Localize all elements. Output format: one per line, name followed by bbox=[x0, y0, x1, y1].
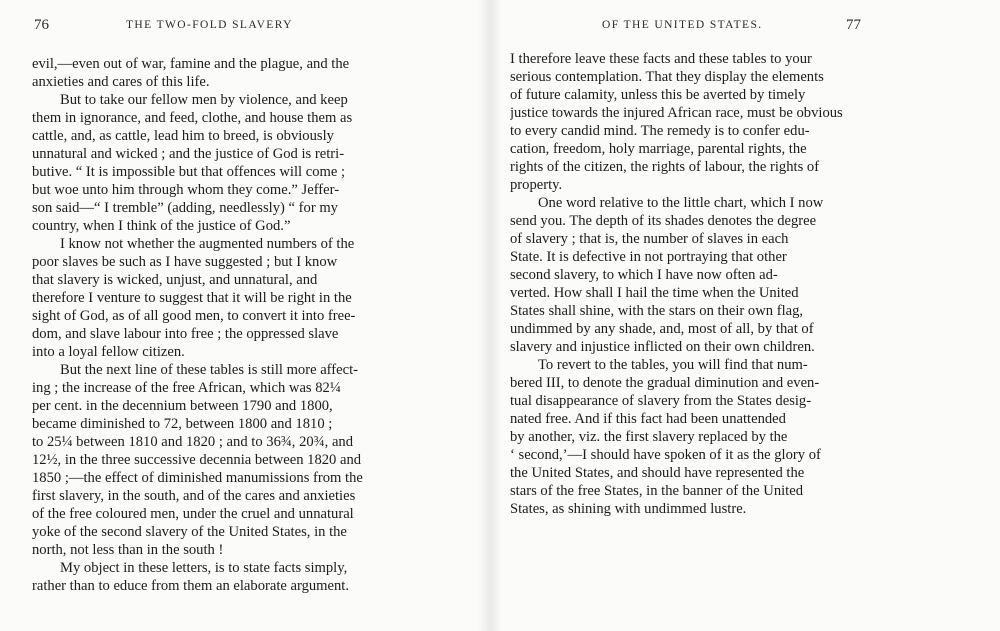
page-number: 77 bbox=[846, 17, 861, 33]
page-body-text bbox=[510, 50, 872, 518]
text-line: nated free. And if this fact had been unattended bbox=[510, 411, 786, 427]
text-line: to every candid mind. The remedy is to confer edu- bbox=[510, 123, 810, 139]
text-line: My object in these letters, is to state facts simply, bbox=[60, 560, 348, 576]
text-line: evil,—even out of war, famine and the plague, and the bbox=[32, 56, 350, 72]
text-line: poor slaves be such as I have suggested ; but I know bbox=[32, 254, 338, 270]
text-line: States shall shine, with the stars on their own flag, bbox=[510, 303, 804, 319]
text-line: States, as shining with undimmed lustre. bbox=[510, 501, 747, 517]
text-line: send you. The depth of its shades denotes the degree bbox=[510, 213, 817, 229]
text-line: justice towards the injured African race, must be obvious bbox=[510, 105, 843, 121]
text-line: property. bbox=[510, 177, 563, 193]
text-line: To revert to the tables, you will find that num- bbox=[538, 357, 808, 373]
text-line: anxieties and cares of this life. bbox=[32, 74, 210, 90]
text-line: yoke of the second slavery of the United States, in the bbox=[32, 524, 347, 540]
text-line: bered III, to denote the gradual diminution and even- bbox=[510, 375, 820, 391]
text-line: tual disappearance of slavery from the States desig- bbox=[510, 393, 812, 409]
text-line: the United States, and should have represented the bbox=[510, 465, 805, 481]
text-line: unnatural and wicked ; and the justice of God is retri- bbox=[32, 146, 345, 162]
text-line: 1850 ;—the effect of diminished manumissions from the bbox=[32, 470, 363, 486]
text-line: I know not whether the augmented numbers of the bbox=[60, 236, 355, 252]
text-line: rather than to educe from them an elaborate argument. bbox=[32, 578, 350, 594]
text-line: to 25¼ between 1810 and 1820 ; and to 36¾, 20¾, and bbox=[32, 434, 354, 450]
text-line: But to take our fellow men by violence, and keep bbox=[60, 92, 348, 108]
text-line: per cent. in the decennium between 1790 and 1800, bbox=[32, 398, 333, 414]
text-line: ing ; the increase of the free African, which was 82¼ bbox=[32, 380, 341, 396]
text-line: therefore I venture to suggest that it will be right in the bbox=[32, 290, 352, 306]
text-line: them in ignorance, and feed, clothe, and house them as bbox=[32, 110, 353, 126]
right-page bbox=[490, 0, 1000, 631]
running-header: OF THE UNITED STATES. bbox=[602, 19, 763, 31]
text-line: of future calamity, unless this be averted by timely bbox=[510, 87, 806, 103]
text-line: 12½, in the three successive decennia between 1820 and bbox=[32, 452, 362, 468]
text-line: cation, freedom, holy marriage, parental rights, the bbox=[510, 141, 807, 157]
page-body-text bbox=[32, 55, 400, 595]
text-line: State. It is defective in not portraying that other bbox=[510, 249, 787, 265]
text-line: country, when I think of the justice of God.” bbox=[32, 218, 291, 234]
text-line: I therefore leave these facts and these tables to your bbox=[510, 51, 812, 67]
text-line: rights of the citizen, the rights of labour, the rights of bbox=[510, 159, 820, 175]
text-line: undimmed by any shade, and, most of all, by that of bbox=[510, 321, 814, 337]
left-page bbox=[0, 0, 490, 631]
text-line: of the free coloured men, under the cruel and unnatural bbox=[32, 506, 354, 522]
text-line: But the next line of these tables is still more affect- bbox=[60, 362, 359, 378]
text-line: by another, viz. the first slavery replaced by the bbox=[510, 429, 788, 445]
text-line: north, not less than in the south ! bbox=[32, 542, 224, 558]
text-line: ‘ second,’—I should have spoken of it as the glory of bbox=[510, 447, 821, 463]
text-line: became diminished to 72, between 1800 and 1810 ; bbox=[32, 416, 333, 432]
text-line: slavery and injustice inflicted on their own children. bbox=[510, 339, 815, 355]
text-line: dom, and slave labour into free ; the oppressed slave bbox=[32, 326, 339, 342]
running-header: THE TWO-FOLD SLAVERY bbox=[126, 19, 293, 31]
text-line: butive. “ It is impossible but that offences will come ; bbox=[32, 164, 346, 180]
text-line: first slavery, in the south, and of the cares and anxieties bbox=[32, 488, 356, 504]
text-line: second slavery, to which I have now often ad- bbox=[510, 267, 778, 283]
text-line: that slavery is wicked, unjust, and unnatural, and bbox=[32, 272, 318, 288]
text-line: cattle, and, as cattle, lead him to breed, is obviously bbox=[32, 128, 334, 144]
page-number: 76 bbox=[34, 17, 49, 33]
text-line: son said—“ I tremble” (adding, needlessly) “ for my bbox=[32, 200, 338, 216]
text-line: sight of God, as of all good men, to convert it into free- bbox=[32, 308, 356, 324]
text-line: into a loyal fellow citizen. bbox=[32, 344, 185, 360]
text-line: of slavery ; that is, the number of slaves in each bbox=[510, 231, 789, 247]
text-line: verted. How shall I hail the time when the United bbox=[510, 285, 799, 301]
text-line: stars of the free States, in the banner of the United bbox=[510, 483, 803, 499]
text-line: One word relative to the little chart, which I now bbox=[538, 195, 824, 211]
text-line: but woe unto him through whom they come.” Jeffer- bbox=[32, 182, 340, 198]
text-line: serious contemplation. That they display the elements bbox=[510, 69, 824, 85]
